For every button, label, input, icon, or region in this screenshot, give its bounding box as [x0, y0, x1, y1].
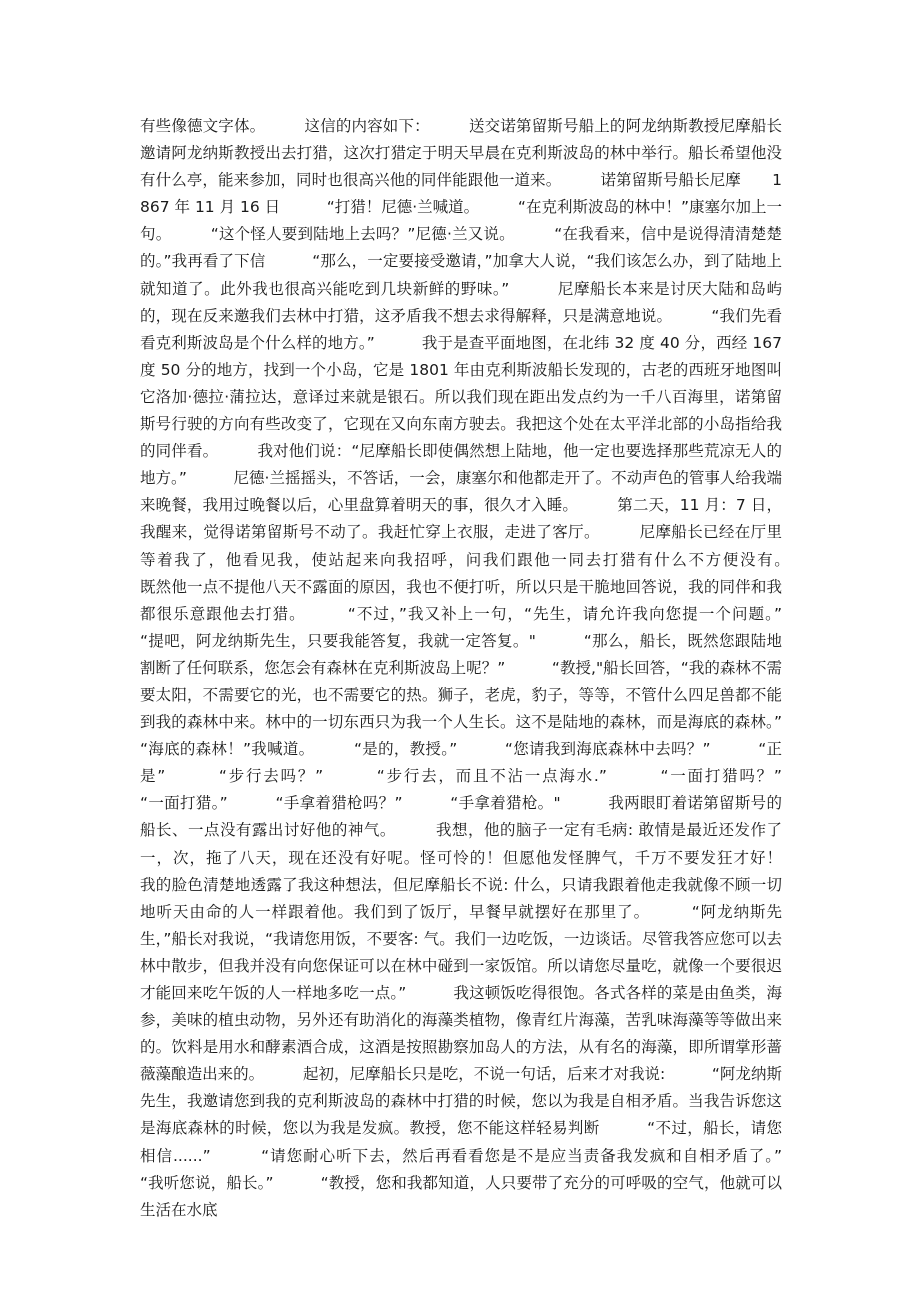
paragraph: “请您耐心听下去，然后再看看您是不是应当责备我发疯和自相矛盾了。” — [261, 1146, 783, 1165]
paragraph: 尼摩船长已经在厅里等着我了，他看见我，使站起来向我招呼，问我们跟他一同去打猎有什么不方便没有。 — [140, 523, 782, 569]
paragraph: 我对他们说：“尼摩船长即使偶然想上陆地，他一定也要选择那些荒凉无人的地方。” — [140, 442, 782, 488]
paragraph: 第二天，11 月：7 日，我醒来，觉得诺第留斯号不动了。我赶忙穿上衣服，走进了客厅。 — [140, 496, 782, 542]
paragraph: 我这顿饭吃得很饱。各式各样的菜是由鱼类，海参，美味的植虫动物，另外还有助消化的海藻类植物，像青红片海藻，苦乳味海藻等等做出来的。饮料是用水和酵素酒合成，这酒是按照勘察加岛人的方法，从有名的海藻，即所谓掌形蔷薇藻酿造出来的。 — [140, 984, 782, 1084]
paragraph: “一面打猎吗？” — [660, 767, 782, 786]
paragraph: 尼德·兰摇摇头，不答话，一会，康塞尔和他都走开了。不动声色的管事人给我端来晚餐，我用过晚餐以后，心里盘算着明天的事，很久才入睡。 — [140, 469, 782, 515]
paragraph: “我听您说，船长。” — [140, 1173, 274, 1192]
paragraph: “在克利斯波岛的林中！”康塞尔加上一句。 — [140, 198, 782, 244]
paragraph: “我们先看看克利斯波岛是个什么样的地方。” — [140, 306, 782, 352]
paragraph: “教授，您和我都知道，人只要带了充分的可呼吸的空气，他就可以生活在水底 — [140, 1173, 782, 1219]
paragraph: “是的，教授。” — [354, 740, 458, 759]
paragraph: “手拿着猎枪。" — [450, 794, 561, 813]
paragraph: “手拿着猎枪吗？” — [275, 794, 403, 813]
paragraph: “不过，”我又补上一句，“先生，请允许我向您提一个问题。” — [347, 604, 782, 623]
paragraph: 有些像德文字体。 — [140, 117, 258, 135]
paragraph: 诺第留斯号船长尼摩 1867 年 11 月 16 日 — [140, 171, 782, 217]
paragraph: “提吧，阿龙纳斯先生，只要我能答复，我就一定答复。" — [140, 631, 536, 650]
paragraph: “您请我到海底森林中去吗？” — [504, 740, 711, 759]
document-body-text — [140, 113, 782, 1224]
paragraph: 起初，尼摩船长只是吃，不说一句话，后来才对我说: — [303, 1065, 666, 1084]
paragraph: “这个怪人要到陆地上去吗？”尼德·兰又说。 — [210, 225, 508, 244]
paragraph: “不过，船长，请您相信......” — [140, 1119, 782, 1165]
paragraph: “一面打猎。” — [140, 794, 228, 813]
paragraph: “正是” — [140, 740, 783, 786]
paragraph: 我两眼盯着诺第留斯号的船长、一点没有露出讨好他的神气。 — [140, 794, 782, 840]
paragraph: 我于是查平面地图，在北纬 32 度 40 分，西经 167 度 50 分的地方，找到一个小岛，它是 1801 年由克利斯波船长发现的，古老的西班牙地图叫它洛加·德拉·蒲拉达，意译过来就是银石。所以我们现在距出发点约为一千八百海里，诺第留斯号行驶的方向有些改变了，它现在又向东南方驶去。我把这个处在太平洋北部的小岛指给我的同伴看。 — [140, 333, 782, 461]
paragraph: 我想，他的脑子一定有毛病: 敢情是最近还发作了一，次，拖了八天，现在还没有好呢。怪可怜的！但愿他发怪脾气，千万不要发狂才好！ — [140, 821, 782, 867]
paragraph: “打猎！尼德·兰喊道。 — [326, 198, 472, 217]
paragraph: “步行去，而且不沾一点海水.” — [376, 767, 607, 786]
paragraph: 既然他一点不提他八天不露面的原因，我也不便打听，所以只是干脆地回答说，我的同伴和我都很乐意跟他去打猎。 — [140, 577, 782, 623]
paragraph: “海底的森林！”我喊道。 — [140, 740, 307, 759]
paragraph: “那么，一定要接受邀请，”加拿大人说，“我们该怎么办，到了陆地上就知道了。此外我也很高兴能吃到几块新鲜的野味。” — [140, 252, 782, 298]
paragraph: “阿龙纳斯先生，”船长对我说，“我请您用饭，不要客: 气。我们一边吃饭，一边谈话。尽管我答应您可以去林中散步，但我并没有向您保证可以在林中碰到一家饭馆。所以请您尽量吃，就像一个要很迟才能回来吃午饭的人一样地多吃一点。” — [140, 902, 782, 1002]
paragraph: 送交诺第留斯号船上的阿龙纳斯教授尼摩船长邀请阿龙纳斯教授出去打猎，这次打猎定于明天早晨在克利斯波岛的林中举行。船长希望他没有什么亭，能来参加，同时也很高兴他的同伴能跟他一道来。 — [140, 117, 782, 190]
paragraph: “步行去吗？” — [218, 767, 324, 786]
paragraph: “那么，船长，既然您跟陆地割断了任何联系，您怎会有森林在克利斯波岛上呢？” — [140, 631, 782, 677]
paragraph: “教授,"船长回答，“我的森林不需要太阳，不需要它的光，也不需要它的热。狮子，老虎，豹子，等等，不管什么四足兽都不能到我的森林中来。林中的一切东西只为我一个人生长。这不是陆地的森林，而是海底的森林。” — [140, 658, 782, 732]
paragraph: 我的脸色清楚地透露了我这种想法，但尼摩船长不说: 什么，只请我跟着他走我就像不顾一切地听天由命的人一样跟着他。我们到了饭厅，早餐早就摆好在那里了。 — [140, 875, 782, 921]
paragraph: 这信的内容如下： — [304, 117, 423, 135]
paragraph: “阿龙纳斯先生，我邀请您到我的克利斯波岛的森林中打猎的时候，您以为我是自相矛盾。当我告诉您这是海底森林的时候，您以为我是发疯。教授，您不能这样轻易判断 — [140, 1065, 782, 1138]
paragraph: 尼摩船长本来是讨厌大陆和岛屿的，现在反来邀我们去林中打猎，这矛盾我不想去求得解释，只是满意地说。 — [140, 279, 782, 325]
paragraph: “在我看来，信中是说得清清楚楚的。”我再看了下信 — [140, 225, 782, 271]
